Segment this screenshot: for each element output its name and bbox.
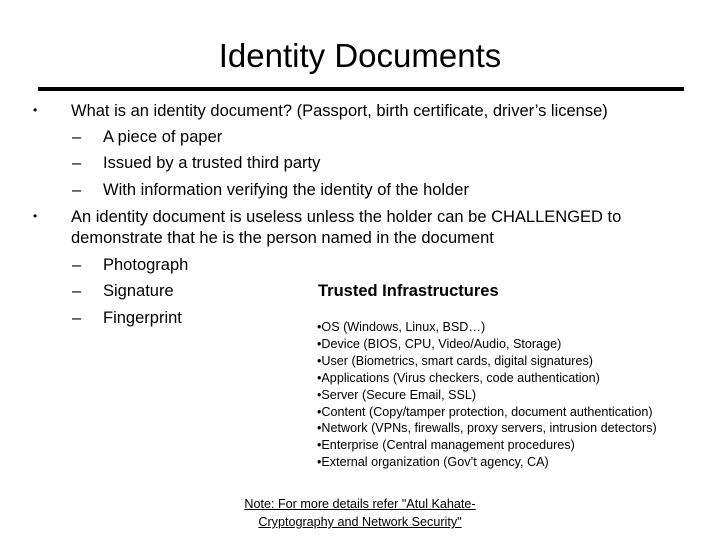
list-item: •User (Biometrics, smart cards, digital signatures) <box>317 353 593 368</box>
list-item: •Enterprise (Central management procedures) <box>317 438 575 453</box>
trusted-infrastructures-list <box>317 319 657 471</box>
bullet-1-subitem: Issued by a trusted third party <box>103 154 321 172</box>
bullet-2-subitem: Fingerprint <box>103 309 182 327</box>
list-item: •External organization (Gov’t agency, CA) <box>317 455 549 470</box>
reference-note: Note: For more details refer "Atul Kahate-Cryptography and Network Security" <box>244 497 476 529</box>
dash-marker: – <box>72 128 82 146</box>
dash-marker: – <box>72 154 82 172</box>
title-divider <box>38 87 684 91</box>
dash-marker: – <box>72 309 82 327</box>
slide-title: Identity Documents <box>218 37 502 74</box>
bullet-1-text: What is an identity document? (Passport, birth certificate, driver’s license) <box>71 102 608 120</box>
bullet-marker: • <box>33 209 38 223</box>
trusted-infrastructures-heading: Trusted Infrastructures <box>318 282 499 300</box>
bullet-2-subitem: Photograph <box>103 256 189 274</box>
list-item: •Device (BIOS, CPU, Video/Audio, Storage) <box>317 336 562 351</box>
list-item: •OS (Windows, Linux, BSD…) <box>317 320 486 334</box>
dash-marker: – <box>72 282 82 300</box>
bullet-2-subitem: Signature <box>103 282 174 300</box>
bullet-1-subitem: With information verifying the identity of the holder <box>103 181 469 199</box>
list-item: •Server (Secure Email, SSL) <box>317 387 477 402</box>
bullet-1-subitem: A piece of paper <box>103 128 223 146</box>
dash-marker: – <box>72 256 82 274</box>
dash-marker: – <box>72 181 82 199</box>
bullet-marker: • <box>33 103 38 117</box>
bullet-2-text-line-2: demonstrate that he is the person named in the document <box>71 229 494 247</box>
list-item: •Network (VPNs, firewalls, proxy servers, intrusion detectors) <box>317 421 657 436</box>
list-item: •Content (Copy/tamper protection, document authentication) <box>317 404 653 419</box>
bullet-2-text-line-1: An identity document is useless unless the holder can be CHALLENGED to <box>71 208 622 226</box>
list-item: •Applications (Virus checkers, code authentication) <box>317 370 600 385</box>
